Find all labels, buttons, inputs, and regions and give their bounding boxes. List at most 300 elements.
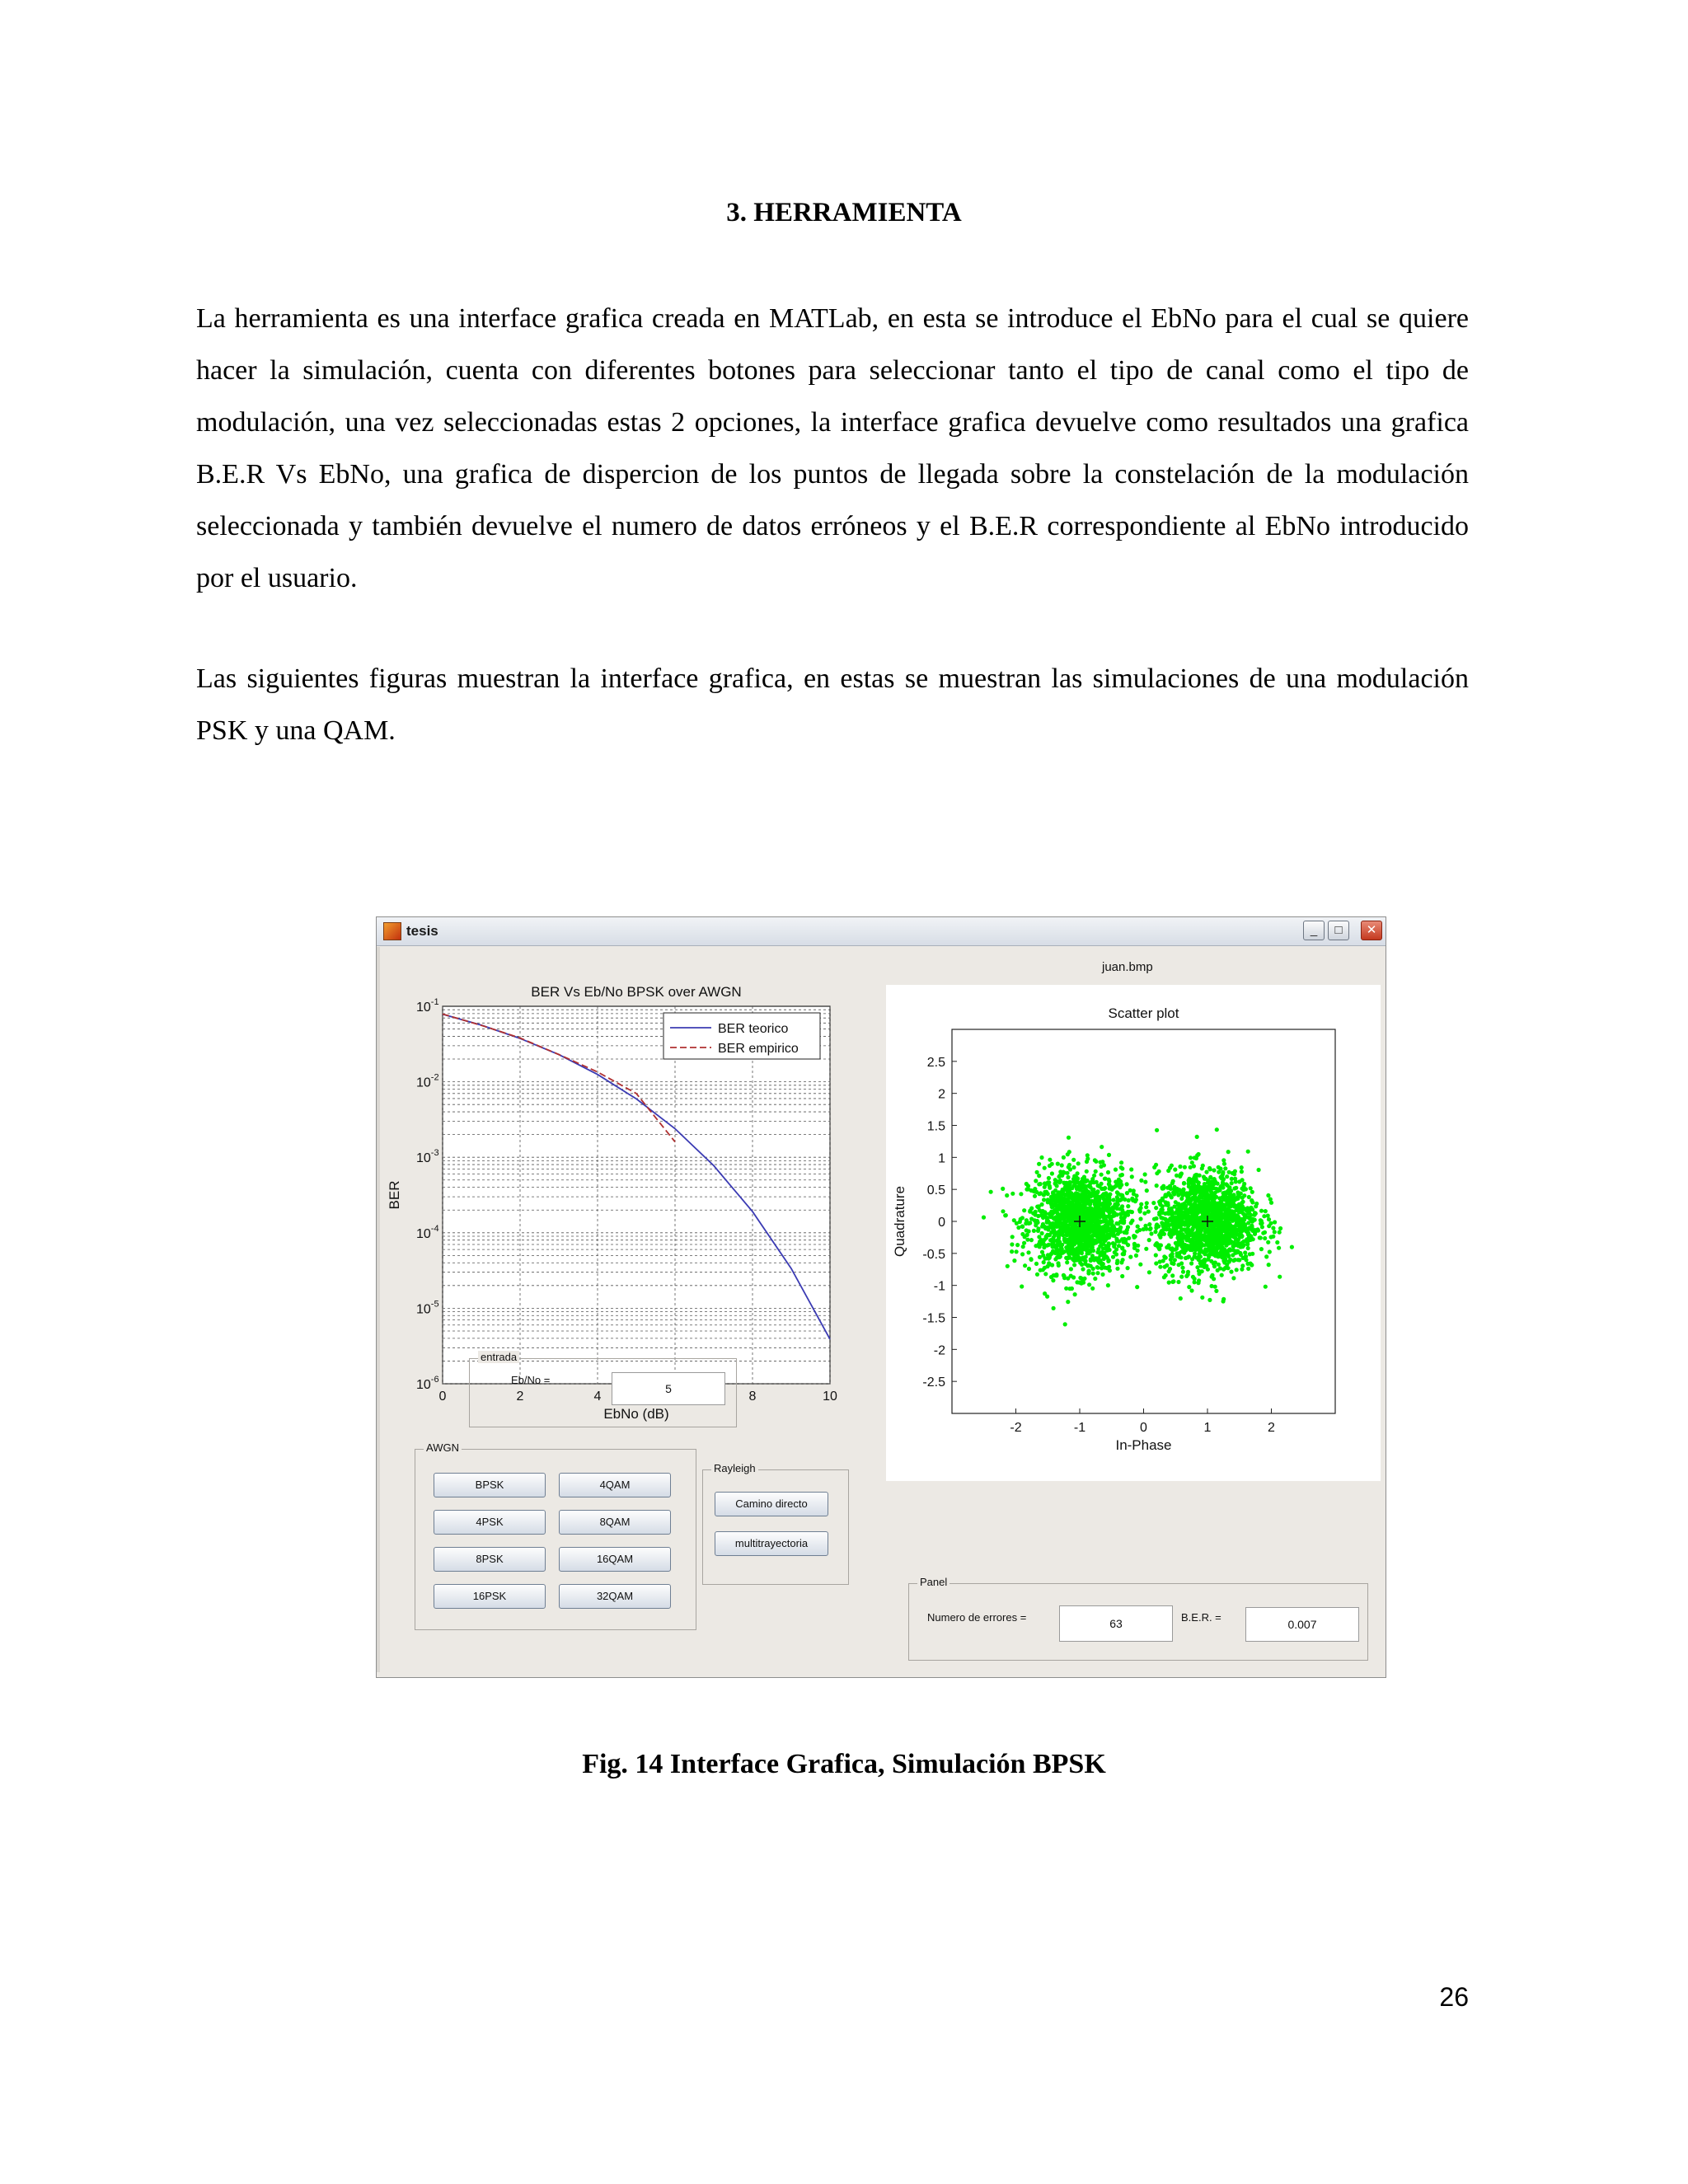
scatter-point: [1154, 1163, 1158, 1167]
scatter-point: [1047, 1226, 1051, 1230]
ber-y-tick-label: $10^{-4}$: [416, 1223, 439, 1241]
scatter-point: [1198, 1242, 1203, 1246]
scatter-point: [1229, 1270, 1233, 1274]
scatter-point: [1205, 1242, 1209, 1246]
scatter-point: [1249, 1207, 1253, 1212]
scatter-point: [1271, 1235, 1275, 1239]
scatter-point: [1240, 1165, 1244, 1169]
scatter-x-tick-label: 0: [1140, 1421, 1147, 1435]
scatter-point: [1097, 1225, 1101, 1229]
scatter-point: [1072, 1258, 1076, 1263]
scatter-y-tick-label: 0.5: [926, 1183, 945, 1198]
scatter-point: [1184, 1256, 1188, 1260]
scatter-point: [1042, 1197, 1046, 1202]
scatter-point: [1119, 1160, 1123, 1165]
scatter-point: [1136, 1225, 1140, 1229]
scatter-point: [1243, 1225, 1247, 1229]
scatter-point: [1053, 1244, 1057, 1248]
page-number: 26: [1439, 1982, 1469, 2012]
scatter-point: [1012, 1218, 1016, 1222]
scatter-point: [1069, 1267, 1073, 1271]
scatter-point: [1246, 1246, 1250, 1250]
scatter-point: [1170, 1219, 1175, 1223]
scatter-point: [1095, 1250, 1100, 1254]
scatter-point: [1113, 1228, 1117, 1232]
scatter-point: [1056, 1215, 1060, 1219]
scatter-point: [1028, 1221, 1032, 1225]
scatter-point: [1179, 1232, 1183, 1236]
scatter-point: [1062, 1182, 1067, 1186]
scatter-point: [1114, 1237, 1118, 1241]
scatter-point: [1147, 1238, 1151, 1242]
scatter-point: [1217, 1203, 1221, 1207]
scatter-point: [1268, 1249, 1272, 1254]
scatter-point: [1193, 1277, 1197, 1281]
scatter-point: [1094, 1240, 1098, 1244]
maximize-icon[interactable]: □: [1328, 921, 1349, 940]
scatter-point: [1110, 1188, 1114, 1192]
scatter-point: [1114, 1168, 1118, 1172]
scatter-point: [1020, 1252, 1025, 1256]
scatter-point: [1192, 1183, 1196, 1187]
scatter-point: [1167, 1281, 1171, 1285]
scatter-point: [1201, 1220, 1205, 1224]
scatter-point: [1190, 1221, 1194, 1225]
scatter-point: [1210, 1284, 1214, 1288]
scatter-point: [1250, 1190, 1254, 1194]
scatter-point: [1250, 1252, 1254, 1256]
scatter-point: [1019, 1192, 1023, 1196]
scatter-point: [1217, 1187, 1221, 1191]
scatter-point: [1263, 1236, 1267, 1240]
scatter-point: [1193, 1212, 1197, 1216]
scatter-point: [1159, 1231, 1163, 1235]
scatter-point: [1001, 1187, 1005, 1191]
scatter-point: [1161, 1186, 1165, 1190]
scatter-point: [1107, 1194, 1111, 1198]
scatter-point: [1113, 1211, 1117, 1215]
scatter-point: [1203, 1215, 1207, 1219]
scatter-point: [1045, 1295, 1049, 1299]
scatter-point: [1203, 1194, 1207, 1198]
scatter-point: [1179, 1275, 1184, 1279]
scatter-point: [1240, 1196, 1245, 1200]
scatter-point: [1142, 1227, 1146, 1231]
scatter-point: [1120, 1204, 1124, 1208]
scatter-point: [1224, 1233, 1228, 1237]
scatter-point: [1176, 1193, 1180, 1197]
scatter-point: [1025, 1228, 1029, 1232]
scatter-point: [1236, 1215, 1240, 1219]
scatter-point: [1194, 1187, 1198, 1191]
scatter-point: [1247, 1195, 1251, 1199]
scatter-point: [1240, 1240, 1245, 1244]
scatter-point: [1194, 1245, 1198, 1249]
scatter-point: [1203, 1258, 1207, 1262]
scatter-point: [1127, 1198, 1131, 1202]
scatter-point: [1080, 1246, 1084, 1250]
scatter-point: [1118, 1185, 1122, 1189]
32qam-button[interactable]: 32QAM: [559, 1584, 671, 1609]
scatter-point: [1253, 1228, 1257, 1232]
rayleigh-group: [702, 1462, 849, 1585]
scatter-point: [1191, 1237, 1195, 1241]
scatter-point: [1211, 1233, 1215, 1237]
scatter-point: [1082, 1192, 1086, 1196]
scatter-point: [1160, 1198, 1165, 1202]
scatter-point: [1062, 1206, 1067, 1210]
scatter-point: [1066, 1256, 1070, 1260]
scatter-point: [1062, 1155, 1066, 1160]
scatter-point: [1217, 1252, 1221, 1256]
scatter-point: [1252, 1213, 1256, 1217]
8qam-button[interactable]: 8QAM: [559, 1510, 671, 1535]
scatter-point: [1218, 1210, 1222, 1214]
scatter-point: [1266, 1214, 1270, 1218]
scatter-point: [1094, 1160, 1098, 1164]
scatter-point: [1249, 1262, 1253, 1266]
scatter-point: [1176, 1280, 1180, 1284]
scatter-chart-title: Scatter plot: [1108, 1005, 1179, 1021]
scatter-point: [1212, 1202, 1217, 1206]
scatter-point: [1100, 1182, 1104, 1186]
scatter-point: [1120, 1246, 1124, 1250]
scatter-point: [1123, 1238, 1128, 1242]
scatter-point: [1072, 1210, 1076, 1214]
scatter-point: [1200, 1296, 1204, 1300]
scatter-point: [1175, 1174, 1179, 1178]
scatter-point: [1215, 1127, 1219, 1132]
scatter-point: [1086, 1263, 1090, 1268]
scatter-point: [1029, 1207, 1034, 1211]
scatter-point: [1049, 1275, 1053, 1279]
scatter-point: [1139, 1202, 1143, 1207]
scatter-point: [1037, 1192, 1041, 1196]
scatter-point: [1188, 1232, 1192, 1236]
close-icon[interactable]: ✕: [1361, 921, 1382, 940]
scatter-point: [1248, 1238, 1252, 1242]
scatter-point: [1224, 1182, 1228, 1186]
scatter-point: [1226, 1222, 1230, 1226]
scatter-point: [1227, 1259, 1231, 1263]
scatter-point: [1198, 1254, 1203, 1258]
scatter-point: [1220, 1216, 1224, 1220]
scatter-point: [1092, 1258, 1096, 1262]
scatter-point: [1092, 1208, 1096, 1212]
ber-y-tick-label: $10^{-3}$: [416, 1148, 439, 1166]
scatter-point: [1266, 1193, 1270, 1197]
scatter-point: [1047, 1243, 1051, 1247]
scatter-point: [1200, 1211, 1204, 1215]
camino-directo-button[interactable]: Camino directo: [715, 1492, 828, 1516]
4psk-button[interactable]: 4PSK: [434, 1510, 546, 1535]
minimize-icon[interactable]: _: [1303, 921, 1325, 940]
scatter-point: [1239, 1253, 1243, 1257]
scatter-point: [1043, 1166, 1047, 1170]
scatter-point: [1244, 1187, 1248, 1191]
scatter-point: [1186, 1195, 1190, 1199]
scatter-point: [1173, 1185, 1177, 1189]
scatter-point: [1253, 1232, 1257, 1236]
scatter-point: [1195, 1135, 1199, 1139]
awgn-group: [415, 1441, 696, 1630]
scatter-point: [1227, 1188, 1231, 1192]
scatter-point: [1154, 1206, 1158, 1210]
section-heading: 3. HERRAMIENTA: [726, 198, 962, 227]
scatter-point: [1120, 1274, 1124, 1278]
8psk-button[interactable]: 8PSK: [434, 1547, 546, 1572]
scatter-point: [1066, 1175, 1070, 1179]
scatter-point: [1059, 1202, 1063, 1206]
scatter-point: [1098, 1207, 1102, 1211]
scatter-point: [1164, 1221, 1168, 1226]
scatter-point: [1260, 1225, 1264, 1229]
scatter-point: [1213, 1191, 1217, 1195]
scatter-point: [1179, 1261, 1184, 1265]
scatter-point: [1267, 1224, 1271, 1228]
scatter-point: [1082, 1230, 1086, 1235]
scatter-point: [1138, 1206, 1142, 1210]
scatter-point: [1162, 1254, 1166, 1258]
scatter-point: [1203, 1224, 1207, 1228]
scatter-point: [1203, 1234, 1207, 1238]
scatter-point: [1204, 1170, 1208, 1174]
scatter-point: [1154, 1253, 1158, 1257]
scatter-point: [1081, 1267, 1085, 1271]
scatter-point: [1181, 1249, 1185, 1254]
scatter-point: [1098, 1244, 1102, 1248]
scatter-point: [1229, 1240, 1233, 1244]
ber-y-tick-label: $10^{-1}$: [416, 997, 439, 1015]
bpsk-button[interactable]: BPSK: [434, 1473, 546, 1497]
scatter-point: [1003, 1213, 1007, 1217]
scatter-point: [1094, 1197, 1098, 1202]
scatter-point: [1203, 1177, 1207, 1181]
scatter-point: [1171, 1179, 1175, 1183]
scatter-point: [1223, 1166, 1227, 1170]
scatter-point: [1021, 1244, 1025, 1249]
scatter-point: [1236, 1195, 1240, 1199]
scatter-point: [1230, 1209, 1234, 1213]
scatter-point: [1117, 1244, 1121, 1248]
multitrayectoria-button[interactable]: multitrayectoria: [715, 1531, 828, 1556]
scatter-point: [1208, 1175, 1212, 1179]
scatter-point: [1236, 1244, 1240, 1248]
scatter-point: [1208, 1249, 1212, 1254]
scatter-point: [1192, 1164, 1196, 1168]
scatter-point: [1174, 1241, 1178, 1245]
scatter-point: [1166, 1203, 1170, 1207]
scatter-point: [1107, 1207, 1111, 1212]
scatter-point: [1144, 1205, 1148, 1209]
scatter-point: [1153, 1243, 1157, 1247]
scatter-point: [1198, 1186, 1203, 1190]
scatter-point: [1055, 1255, 1059, 1259]
scatter-point: [1204, 1202, 1208, 1207]
scatter-point: [1184, 1238, 1189, 1242]
scatter-point: [1092, 1174, 1096, 1178]
scatter-point: [1182, 1181, 1186, 1185]
scatter-point: [1179, 1209, 1183, 1213]
scatter-point: [1040, 1202, 1044, 1207]
scatter-point: [1039, 1242, 1043, 1246]
scatter-point: [1175, 1226, 1179, 1230]
scatter-point: [1107, 1214, 1111, 1218]
scatter-point: [1190, 1207, 1194, 1212]
scatter-x-tick-label: 1: [1203, 1421, 1212, 1435]
ber-x-tick-label: 2: [516, 1390, 524, 1404]
scatter-point: [1196, 1209, 1200, 1213]
scatter-point: [1100, 1272, 1104, 1277]
scatter-point: [1212, 1212, 1216, 1216]
scatter-point: [1129, 1167, 1133, 1171]
scatter-point: [1010, 1235, 1015, 1239]
scatter-point: [1045, 1217, 1049, 1221]
scatter-point: [1112, 1197, 1116, 1202]
errors-label: Numero de errores =: [927, 1611, 1027, 1624]
result-panel: [908, 1576, 1368, 1661]
scatter-point: [1181, 1213, 1185, 1217]
scatter-point: [1057, 1180, 1062, 1184]
scatter-point: [1197, 1237, 1201, 1241]
scatter-point: [1210, 1185, 1214, 1189]
scatter-point: [1259, 1247, 1264, 1251]
scatter-point: [1212, 1253, 1217, 1257]
scatter-point: [1142, 1212, 1146, 1216]
scatter-point: [1062, 1273, 1066, 1277]
scatter-point: [1179, 1221, 1184, 1225]
scatter-point: [1138, 1263, 1142, 1267]
scatter-point: [1060, 1163, 1064, 1167]
scatter-point: [1245, 1215, 1250, 1219]
scatter-point: [1073, 1292, 1077, 1296]
scatter-point: [1100, 1263, 1104, 1267]
scatter-point: [1037, 1174, 1041, 1178]
scatter-point: [1226, 1266, 1230, 1270]
scatter-point: [1171, 1223, 1175, 1227]
scatter-point: [1193, 1197, 1197, 1202]
scatter-point: [1154, 1261, 1158, 1265]
scatter-point: [1106, 1283, 1110, 1287]
scatter-point: [1246, 1221, 1250, 1225]
scatter-point: [1044, 1236, 1048, 1240]
scatter-point: [1115, 1190, 1119, 1194]
scatter-point: [1222, 1226, 1226, 1230]
scatter-point: [1267, 1217, 1271, 1221]
scatter-point: [1022, 1208, 1026, 1212]
scatter-point: [1154, 1226, 1158, 1230]
scatter-point: [1012, 1258, 1016, 1263]
scatter-point: [1087, 1282, 1091, 1286]
scatter-point: [1169, 1258, 1173, 1262]
scatter-point: [1213, 1218, 1217, 1222]
scatter-point: [1068, 1244, 1072, 1249]
16qam-button[interactable]: 16QAM: [559, 1547, 671, 1572]
scatter-point: [1048, 1158, 1052, 1162]
scatter-point: [1235, 1268, 1239, 1272]
scatter-point: [1065, 1260, 1069, 1264]
scatter-point: [1254, 1202, 1259, 1206]
scatter-point: [1217, 1228, 1221, 1232]
scatter-point: [1094, 1169, 1098, 1174]
scatter-point: [1067, 1136, 1071, 1140]
scatter-point: [1107, 1182, 1111, 1186]
scatter-point: [1167, 1193, 1171, 1197]
scatter-point: [1224, 1250, 1228, 1254]
16psk-button[interactable]: 16PSK: [434, 1584, 546, 1609]
scatter-point: [1144, 1247, 1148, 1251]
scatter-point: [1050, 1251, 1054, 1255]
ber-legend-label: BER teorico: [718, 1022, 789, 1036]
scatter-point: [1087, 1184, 1091, 1188]
scatter-point: [1266, 1240, 1270, 1244]
scatter-point: [1073, 1214, 1077, 1218]
scatter-point: [1184, 1274, 1189, 1278]
scatter-point: [1168, 1165, 1172, 1169]
scatter-point: [1246, 1231, 1250, 1235]
scatter-point: [1167, 1232, 1171, 1236]
scatter-point: [1199, 1263, 1203, 1268]
scatter-point: [1246, 1267, 1250, 1271]
scatter-point: [1106, 1170, 1110, 1174]
ber-y-tick-label: $10^{-6}$: [416, 1375, 439, 1392]
scatter-point: [1116, 1232, 1120, 1236]
figure-caption: Fig. 14 Interface Grafica, Simulación BPSK: [582, 1749, 1106, 1779]
scatter-point: [1083, 1184, 1087, 1188]
scatter-point: [1066, 1230, 1070, 1235]
scatter-x-tick-label: -2: [1010, 1421, 1022, 1435]
scatter-point: [1179, 1296, 1183, 1301]
scatter-point: [1193, 1254, 1197, 1258]
ebno-input[interactable]: 5: [612, 1372, 725, 1405]
scatter-point: [1223, 1194, 1227, 1198]
scatter-point: [1157, 1247, 1161, 1251]
scatter-point: [1096, 1258, 1100, 1262]
scatter-point: [1068, 1217, 1072, 1221]
scatter-point: [1098, 1219, 1102, 1223]
scatter-point: [1032, 1229, 1036, 1233]
scatter-point: [1200, 1166, 1204, 1170]
scatter-point: [1087, 1213, 1091, 1217]
rayleigh-label: Rayleigh: [711, 1462, 758, 1474]
ber-x-tick-label: 10: [823, 1390, 837, 1404]
scatter-point: [1117, 1227, 1121, 1231]
scatter-point: [1111, 1255, 1115, 1259]
scatter-point: [1259, 1235, 1263, 1240]
scatter-point: [1278, 1275, 1282, 1279]
4qam-button[interactable]: 4QAM: [559, 1473, 671, 1497]
scatter-point: [1043, 1210, 1047, 1214]
scatter-point: [1006, 1264, 1010, 1268]
scatter-point: [1054, 1231, 1058, 1235]
scatter-point: [1053, 1217, 1057, 1221]
scatter-point: [982, 1216, 986, 1220]
scatter-point: [1233, 1186, 1237, 1190]
ber-label: B.E.R. =: [1181, 1611, 1221, 1624]
image-filename-label: juan.bmp: [1102, 960, 1153, 974]
scatter-point: [1267, 1263, 1271, 1267]
scatter-point: [1170, 1252, 1175, 1256]
scatter-point: [989, 1190, 993, 1194]
scatter-point: [1227, 1170, 1231, 1174]
scatter-point: [1220, 1273, 1224, 1277]
scatter-point: [1046, 1192, 1050, 1196]
entrada-group: [469, 1351, 737, 1427]
scatter-point: [1113, 1242, 1117, 1246]
scatter-point: [1025, 1218, 1029, 1222]
scatter-y-tick-label: -2.5: [922, 1376, 945, 1390]
scatter-point: [1191, 1227, 1195, 1231]
